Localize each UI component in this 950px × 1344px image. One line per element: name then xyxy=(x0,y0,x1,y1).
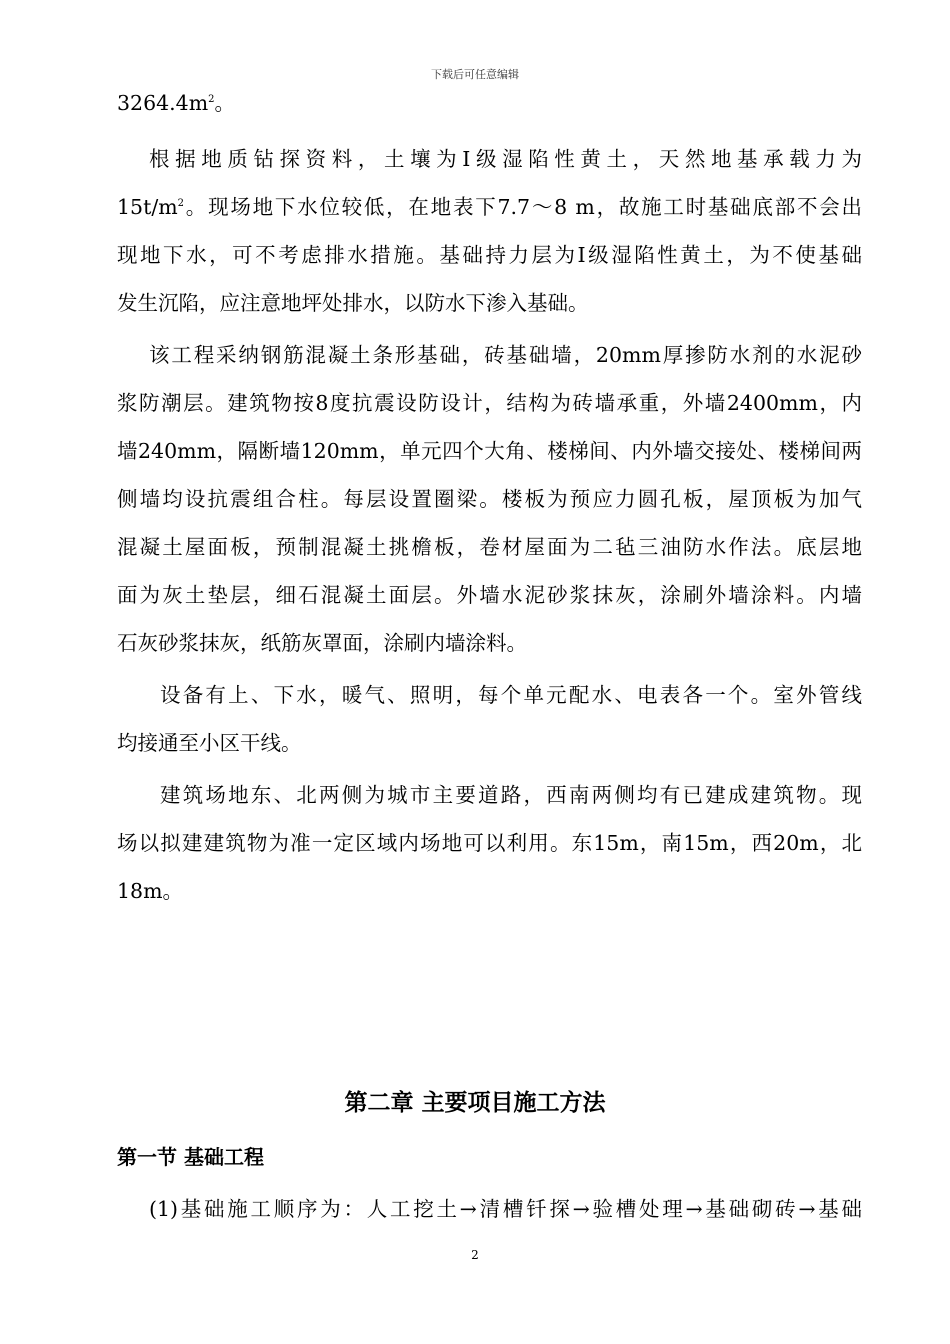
text-line: $3264.4m^2$。 xyxy=(117,91,236,115)
page-number: 2 xyxy=(471,1248,479,1262)
text-line: 石灰砂浆抹灰，纸筋灰罩面，涂刷内墙涂料。 xyxy=(117,631,527,655)
text-line: 根据地质钻探资料，土壤为Ⅰ级湿陷性黄土，天然地基承载力为 xyxy=(149,147,862,171)
text-line: 18m。 xyxy=(117,879,184,903)
text-line: 场以拟建建筑物为准一定区域内场地可以利用。东15m，南15m，西20m，北 xyxy=(117,831,862,855)
text-line: 墙240mm，隔断墙120mm，单元四个大角、楼梯间、内外墙交接处、楼梯间两 xyxy=(117,439,862,463)
header-note: 下载后可任意编辑 xyxy=(431,68,519,81)
text-line: 面为灰土垫层，细石混凝土面层。外墙水泥砂浆抹灰，涂刷外墙涂料。内墙 xyxy=(117,583,862,607)
text-line: 该工程采纳钢筋混凝土条形基础，砖基础墙，20mm厚掺防水剂的水泥砂 xyxy=(149,343,862,367)
text-line: 现地下水，可不考虑排水措施。基础持力层为Ⅰ级湿陷性黄土，为不使基础 xyxy=(117,243,862,267)
text-line: 侧墙均设抗震组合柱。每层设置圈梁。楼板为预应力圆孔板，屋顶板为加气 xyxy=(117,487,862,511)
step-line: (1)基础施工顺序为：人工挖土→清槽钎探→验槽处理→基础砌砖→基础 xyxy=(149,1197,862,1221)
text-line: 设备有上、下水，暖气、照明，每个单元配水、电表各一个。室外管线 xyxy=(160,683,862,707)
text-line: 混凝土屋面板，预制混凝土挑檐板，卷材屋面为二毡三油防水作法。底层地 xyxy=(117,535,862,559)
text-line: 发生沉陷，应注意地坪处排水，以防水下渗入基础。 xyxy=(117,291,589,315)
section-title: 第一节 基础工程 xyxy=(117,1145,264,1169)
text-line: 建筑场地东、北两侧为城市主要道路，西南两侧均有已建成建筑物。现 xyxy=(160,783,862,807)
text-line: 浆防潮层。建筑物按8度抗震设防设计，结构为砖墙承重，外墙2400mm，内 xyxy=(117,391,862,415)
text-line: $15t/m^2$。现场地下水位较低，在地表下7.7～8 m，故施工时基础底部不会出 xyxy=(117,195,862,219)
text-line: 均接通至小区干线。 xyxy=(117,731,302,755)
chapter-title: 第二章 主要项目施工方法 xyxy=(344,1090,606,1116)
